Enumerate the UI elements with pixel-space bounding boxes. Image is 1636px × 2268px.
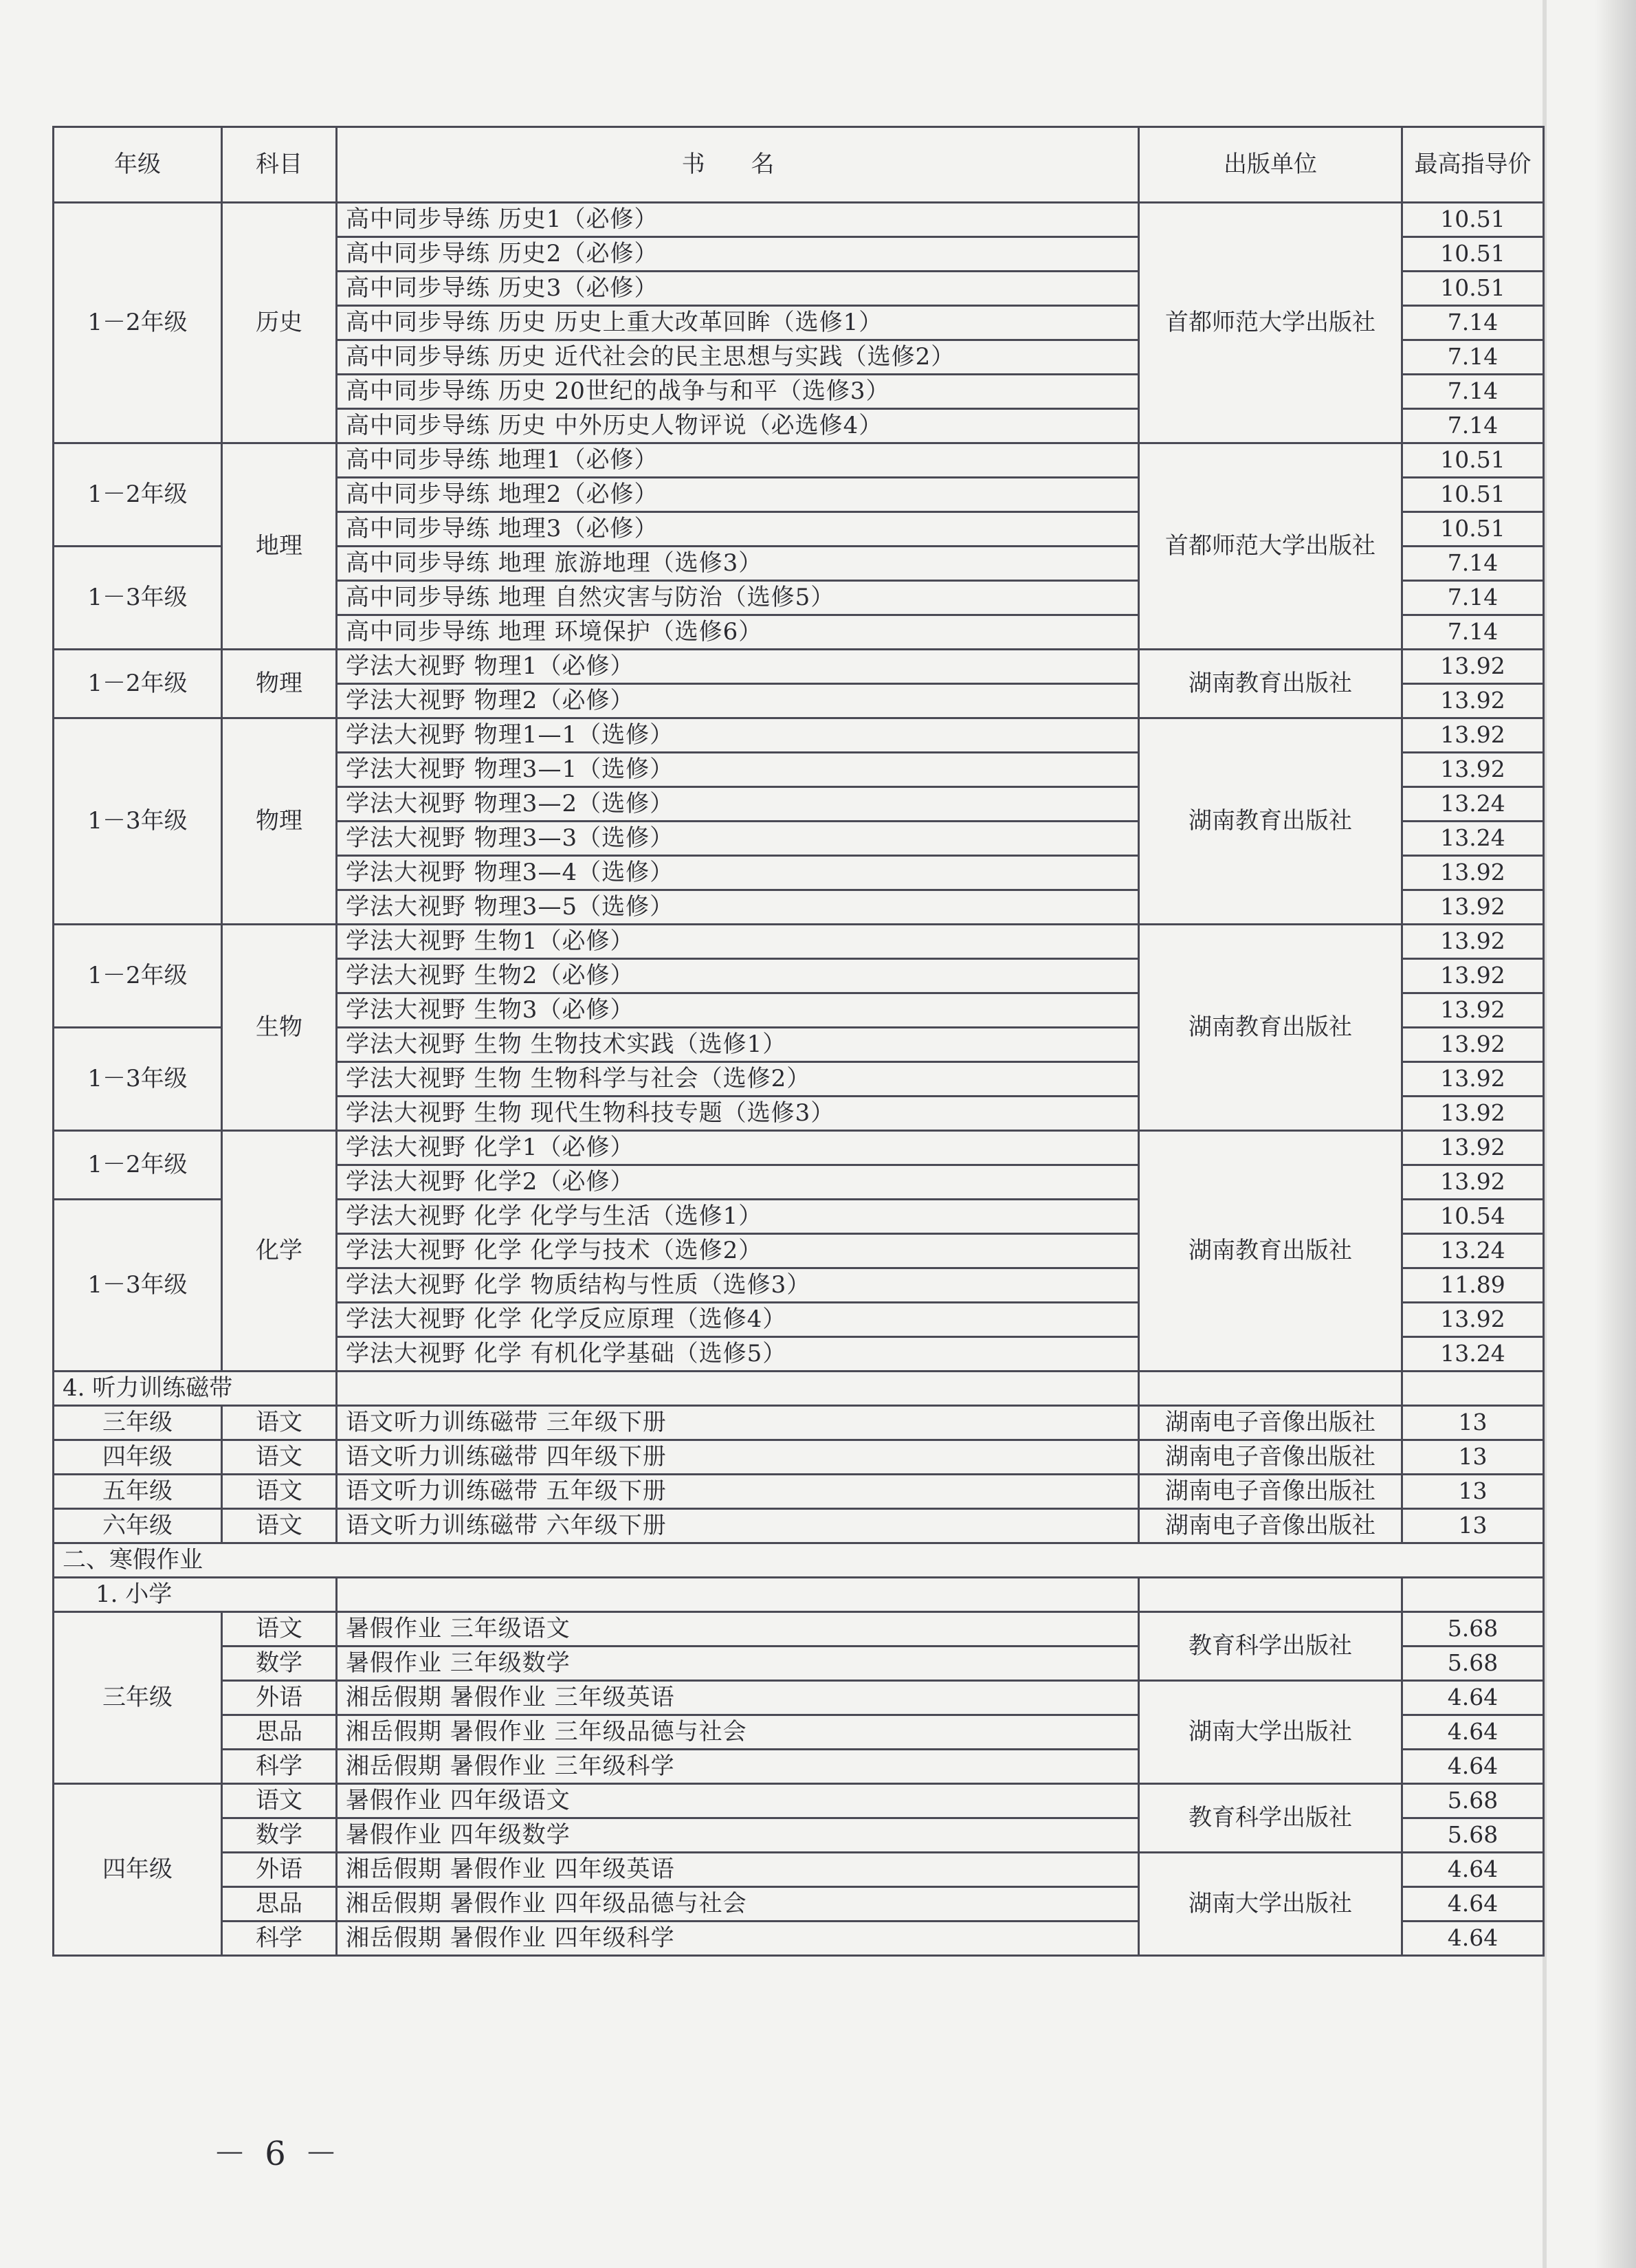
section-heading: 二、寒假作业: [54, 1543, 1544, 1578]
subject-cell: 语文: [222, 1475, 337, 1509]
price-cell: 13.92: [1402, 1165, 1544, 1200]
book-title: 湘岳假期 暑假作业 四年级科学: [337, 1922, 1139, 1956]
book-title: 学法大视野 生物2（必修）: [337, 959, 1139, 993]
subject-cell: 语文: [222, 1406, 337, 1440]
grade-cell: 1－2年级: [54, 650, 222, 718]
book-title: 高中同步导练 历史1（必修）: [337, 203, 1139, 237]
publisher-cell: 湖南电子音像出版社: [1139, 1509, 1402, 1543]
book-title: 暑假作业 三年级语文: [337, 1612, 1139, 1647]
subject-cell: 外语: [222, 1681, 337, 1715]
book-title: 学法大视野 化学2（必修）: [337, 1165, 1139, 1200]
table-row: [54, 1509, 1544, 1543]
table-row: [54, 203, 1544, 237]
book-title: 高中同步导练 地理 环境保护（选修6）: [337, 615, 1139, 650]
publisher-cell: 湖南电子音像出版社: [1139, 1406, 1402, 1440]
book-title: 学法大视野 物理1—1（选修）: [337, 718, 1139, 753]
publisher-cell: 湖南教育出版社: [1139, 1131, 1402, 1372]
price-table: [52, 126, 1545, 1957]
header-row: [54, 127, 1544, 203]
price-cell: 10.51: [1402, 237, 1544, 272]
price-cell: 13: [1402, 1406, 1544, 1440]
publisher-cell: 首都师范大学出版社: [1139, 203, 1402, 443]
grade-cell: 1－3年级: [54, 1200, 222, 1372]
price-cell: 13.92: [1402, 718, 1544, 753]
table-row: [54, 650, 1544, 684]
subject-cell: 语文: [222, 1440, 337, 1475]
price-cell: 13.92: [1402, 650, 1544, 684]
book-title: 高中同步导练 地理2（必修）: [337, 478, 1139, 512]
empty-cell: [1139, 1578, 1402, 1612]
price-cell: 13: [1402, 1475, 1544, 1509]
book-title: 暑假作业 三年级数学: [337, 1647, 1139, 1681]
subject-cell: 语文: [222, 1784, 337, 1818]
subject-cell: 思品: [222, 1887, 337, 1922]
price-cell: 13.92: [1402, 1028, 1544, 1062]
table-row: [54, 1681, 1544, 1715]
page-number: － 6 －: [213, 2135, 342, 2173]
price-cell: 7.14: [1402, 581, 1544, 615]
book-title: 语文听力训练磁带 五年级下册: [337, 1475, 1139, 1509]
book-title: 湘岳假期 暑假作业 三年级科学: [337, 1750, 1139, 1784]
subject-cell: 化学: [222, 1131, 337, 1372]
book-title: 暑假作业 四年级语文: [337, 1784, 1139, 1818]
subject-cell: 历史: [222, 203, 337, 443]
price-cell: 13.92: [1402, 1131, 1544, 1165]
table-row: [54, 1406, 1544, 1440]
price-cell: 13.92: [1402, 856, 1544, 890]
price-cell: 10.51: [1402, 203, 1544, 237]
subject-cell: 语文: [222, 1612, 337, 1647]
header-publisher: 出版单位: [1139, 127, 1402, 203]
price-cell: 7.14: [1402, 375, 1544, 409]
book-title: 学法大视野 物理3—1（选修）: [337, 753, 1139, 787]
book-title: 学法大视野 生物 生物科学与社会（选修2）: [337, 1062, 1139, 1097]
price-cell: 13.92: [1402, 1062, 1544, 1097]
book-title: 语文听力训练磁带 六年级下册: [337, 1509, 1139, 1543]
table-row: [54, 1784, 1544, 1818]
grade-cell: 1－2年级: [54, 203, 222, 443]
grade-cell: 1－3年级: [54, 547, 222, 650]
header-grade: 年级: [54, 127, 222, 203]
price-cell: 10.51: [1402, 478, 1544, 512]
price-cell: 11.89: [1402, 1268, 1544, 1303]
book-title: 学法大视野 物理3—4（选修）: [337, 856, 1139, 890]
section-row: [54, 1543, 1544, 1578]
grade-cell: 五年级: [54, 1475, 222, 1509]
subject-cell: 物理: [222, 650, 337, 718]
book-title: 学法大视野 化学 有机化学基础（选修5）: [337, 1337, 1139, 1372]
subject-cell: 科学: [222, 1750, 337, 1784]
book-title: 高中同步导练 历史 历史上重大改革回眸（选修1）: [337, 306, 1139, 340]
grade-cell: 1－2年级: [54, 443, 222, 547]
empty-cell: [337, 1578, 1139, 1612]
table-row: [54, 718, 1544, 753]
grade-cell: 六年级: [54, 1509, 222, 1543]
section-row: [54, 1372, 1544, 1406]
price-cell: 7.14: [1402, 306, 1544, 340]
grade-cell: 四年级: [54, 1440, 222, 1475]
price-cell: 10.51: [1402, 512, 1544, 547]
grade-cell: 1－3年级: [54, 718, 222, 925]
publisher-cell: 湖南大学出版社: [1139, 1853, 1402, 1956]
price-cell: 13.92: [1402, 959, 1544, 993]
book-title: 高中同步导练 地理1（必修）: [337, 443, 1139, 478]
price-cell: 7.14: [1402, 547, 1544, 581]
price-cell: 13: [1402, 1509, 1544, 1543]
publisher-cell: 湖南教育出版社: [1139, 925, 1402, 1131]
book-title: 高中同步导练 历史 近代社会的民主思想与实践（选修2）: [337, 340, 1139, 375]
price-cell: 10.51: [1402, 443, 1544, 478]
book-title: 暑假作业 四年级数学: [337, 1818, 1139, 1853]
subject-cell: 生物: [222, 925, 337, 1131]
header-title: 书 名: [337, 127, 1139, 203]
book-title: 湘岳假期 暑假作业 三年级品德与社会: [337, 1715, 1139, 1750]
price-cell: 4.64: [1402, 1715, 1544, 1750]
price-cell: 10.54: [1402, 1200, 1544, 1234]
book-title: 学法大视野 生物1（必修）: [337, 925, 1139, 959]
table-row: [54, 1440, 1544, 1475]
price-cell: 4.64: [1402, 1922, 1544, 1956]
price-cell: 10.51: [1402, 272, 1544, 306]
grade-cell: 1－3年级: [54, 1028, 222, 1131]
book-title: 湘岳假期 暑假作业 三年级英语: [337, 1681, 1139, 1715]
subject-cell: 思品: [222, 1715, 337, 1750]
subject-cell: 语文: [222, 1509, 337, 1543]
header-price: 最高指导价: [1402, 127, 1544, 203]
book-title: 学法大视野 生物 生物技术实践（选修1）: [337, 1028, 1139, 1062]
empty-cell: [1402, 1372, 1544, 1406]
book-title: 学法大视野 物理1（必修）: [337, 650, 1139, 684]
book-title: 湘岳假期 暑假作业 四年级品德与社会: [337, 1887, 1139, 1922]
publisher-cell: 教育科学出版社: [1139, 1784, 1402, 1853]
empty-cell: [337, 1372, 1139, 1406]
price-cell: 5.68: [1402, 1647, 1544, 1681]
subject-cell: 地理: [222, 443, 337, 650]
price-cell: 13.92: [1402, 753, 1544, 787]
subject-cell: 科学: [222, 1922, 337, 1956]
price-cell: 13.24: [1402, 787, 1544, 822]
table-row: [54, 1853, 1544, 1887]
book-title: 学法大视野 化学 化学反应原理（选修4）: [337, 1303, 1139, 1337]
table-row: [54, 1475, 1544, 1509]
grade-cell: 1－2年级: [54, 925, 222, 1028]
book-title: 学法大视野 化学 化学与生活（选修1）: [337, 1200, 1139, 1234]
price-cell: 4.64: [1402, 1853, 1544, 1887]
table-row: [54, 443, 1544, 478]
table-row: [54, 925, 1544, 959]
section-heading: 4. 听力训练磁带: [54, 1372, 337, 1406]
price-cell: 4.64: [1402, 1887, 1544, 1922]
price-cell: 5.68: [1402, 1784, 1544, 1818]
scan-edge: [1595, 0, 1636, 2268]
subsection-heading: 1. 小学: [54, 1578, 337, 1612]
grade-cell: 三年级: [54, 1406, 222, 1440]
book-title: 语文听力训练磁带 四年级下册: [337, 1440, 1139, 1475]
subject-cell: 外语: [222, 1853, 337, 1887]
price-cell: 7.14: [1402, 340, 1544, 375]
price-cell: 7.14: [1402, 615, 1544, 650]
book-title: 高中同步导练 地理 旅游地理（选修3）: [337, 547, 1139, 581]
price-cell: 13: [1402, 1440, 1544, 1475]
section-row: [54, 1578, 1544, 1612]
book-title: 学法大视野 化学 物质结构与性质（选修3）: [337, 1268, 1139, 1303]
book-title: 学法大视野 物理3—3（选修）: [337, 822, 1139, 856]
subject-cell: 物理: [222, 718, 337, 925]
price-cell: 13.92: [1402, 925, 1544, 959]
price-cell: 7.14: [1402, 409, 1544, 443]
book-title: 学法大视野 化学 化学与技术（选修2）: [337, 1234, 1139, 1268]
price-cell: 13.92: [1402, 684, 1544, 718]
price-cell: 13.92: [1402, 1303, 1544, 1337]
book-title: 学法大视野 物理3—2（选修）: [337, 787, 1139, 822]
grade-cell: 四年级: [54, 1784, 222, 1956]
price-cell: 13.24: [1402, 1234, 1544, 1268]
book-title: 学法大视野 物理2（必修）: [337, 684, 1139, 718]
table-row: [54, 1612, 1544, 1647]
price-cell: 13.24: [1402, 1337, 1544, 1372]
book-title: 高中同步导练 历史3（必修）: [337, 272, 1139, 306]
price-cell: 5.68: [1402, 1612, 1544, 1647]
book-title: 高中同步导练 地理 自然灾害与防治（选修5）: [337, 581, 1139, 615]
price-cell: 5.68: [1402, 1818, 1544, 1853]
publisher-cell: 湖南教育出版社: [1139, 650, 1402, 718]
book-title: 湘岳假期 暑假作业 四年级英语: [337, 1853, 1139, 1887]
book-title: 学法大视野 化学1（必修）: [337, 1131, 1139, 1165]
publisher-cell: 湖南电子音像出版社: [1139, 1475, 1402, 1509]
book-title: 高中同步导练 历史 中外历史人物评说（必选修4）: [337, 409, 1139, 443]
price-cell: 4.64: [1402, 1750, 1544, 1784]
empty-cell: [1402, 1578, 1544, 1612]
publisher-cell: 教育科学出版社: [1139, 1612, 1402, 1681]
price-cell: 13.92: [1402, 993, 1544, 1028]
price-cell: 4.64: [1402, 1681, 1544, 1715]
book-title: 高中同步导练 历史2（必修）: [337, 237, 1139, 272]
table-row: [54, 1131, 1544, 1165]
book-title: 学法大视野 生物 现代生物科技专题（选修3）: [337, 1097, 1139, 1131]
subject-cell: 数学: [222, 1647, 337, 1681]
price-cell: 13.92: [1402, 890, 1544, 925]
book-title: 高中同步导练 地理3（必修）: [337, 512, 1139, 547]
empty-cell: [1139, 1372, 1402, 1406]
book-title: 学法大视野 物理3—5（选修）: [337, 890, 1139, 925]
publisher-cell: 湖南教育出版社: [1139, 718, 1402, 925]
book-title: 学法大视野 生物3（必修）: [337, 993, 1139, 1028]
grade-cell: 1－2年级: [54, 1131, 222, 1200]
price-cell: 13.92: [1402, 1097, 1544, 1131]
book-title: 语文听力训练磁带 三年级下册: [337, 1406, 1139, 1440]
grade-cell: 三年级: [54, 1612, 222, 1784]
header-subject: 科目: [222, 127, 337, 203]
price-cell: 13.24: [1402, 822, 1544, 856]
book-title: 高中同步导练 历史 20世纪的战争与和平（选修3）: [337, 375, 1139, 409]
publisher-cell: 湖南电子音像出版社: [1139, 1440, 1402, 1475]
subject-cell: 数学: [222, 1818, 337, 1853]
publisher-cell: 首都师范大学出版社: [1139, 443, 1402, 650]
publisher-cell: 湖南大学出版社: [1139, 1681, 1402, 1784]
